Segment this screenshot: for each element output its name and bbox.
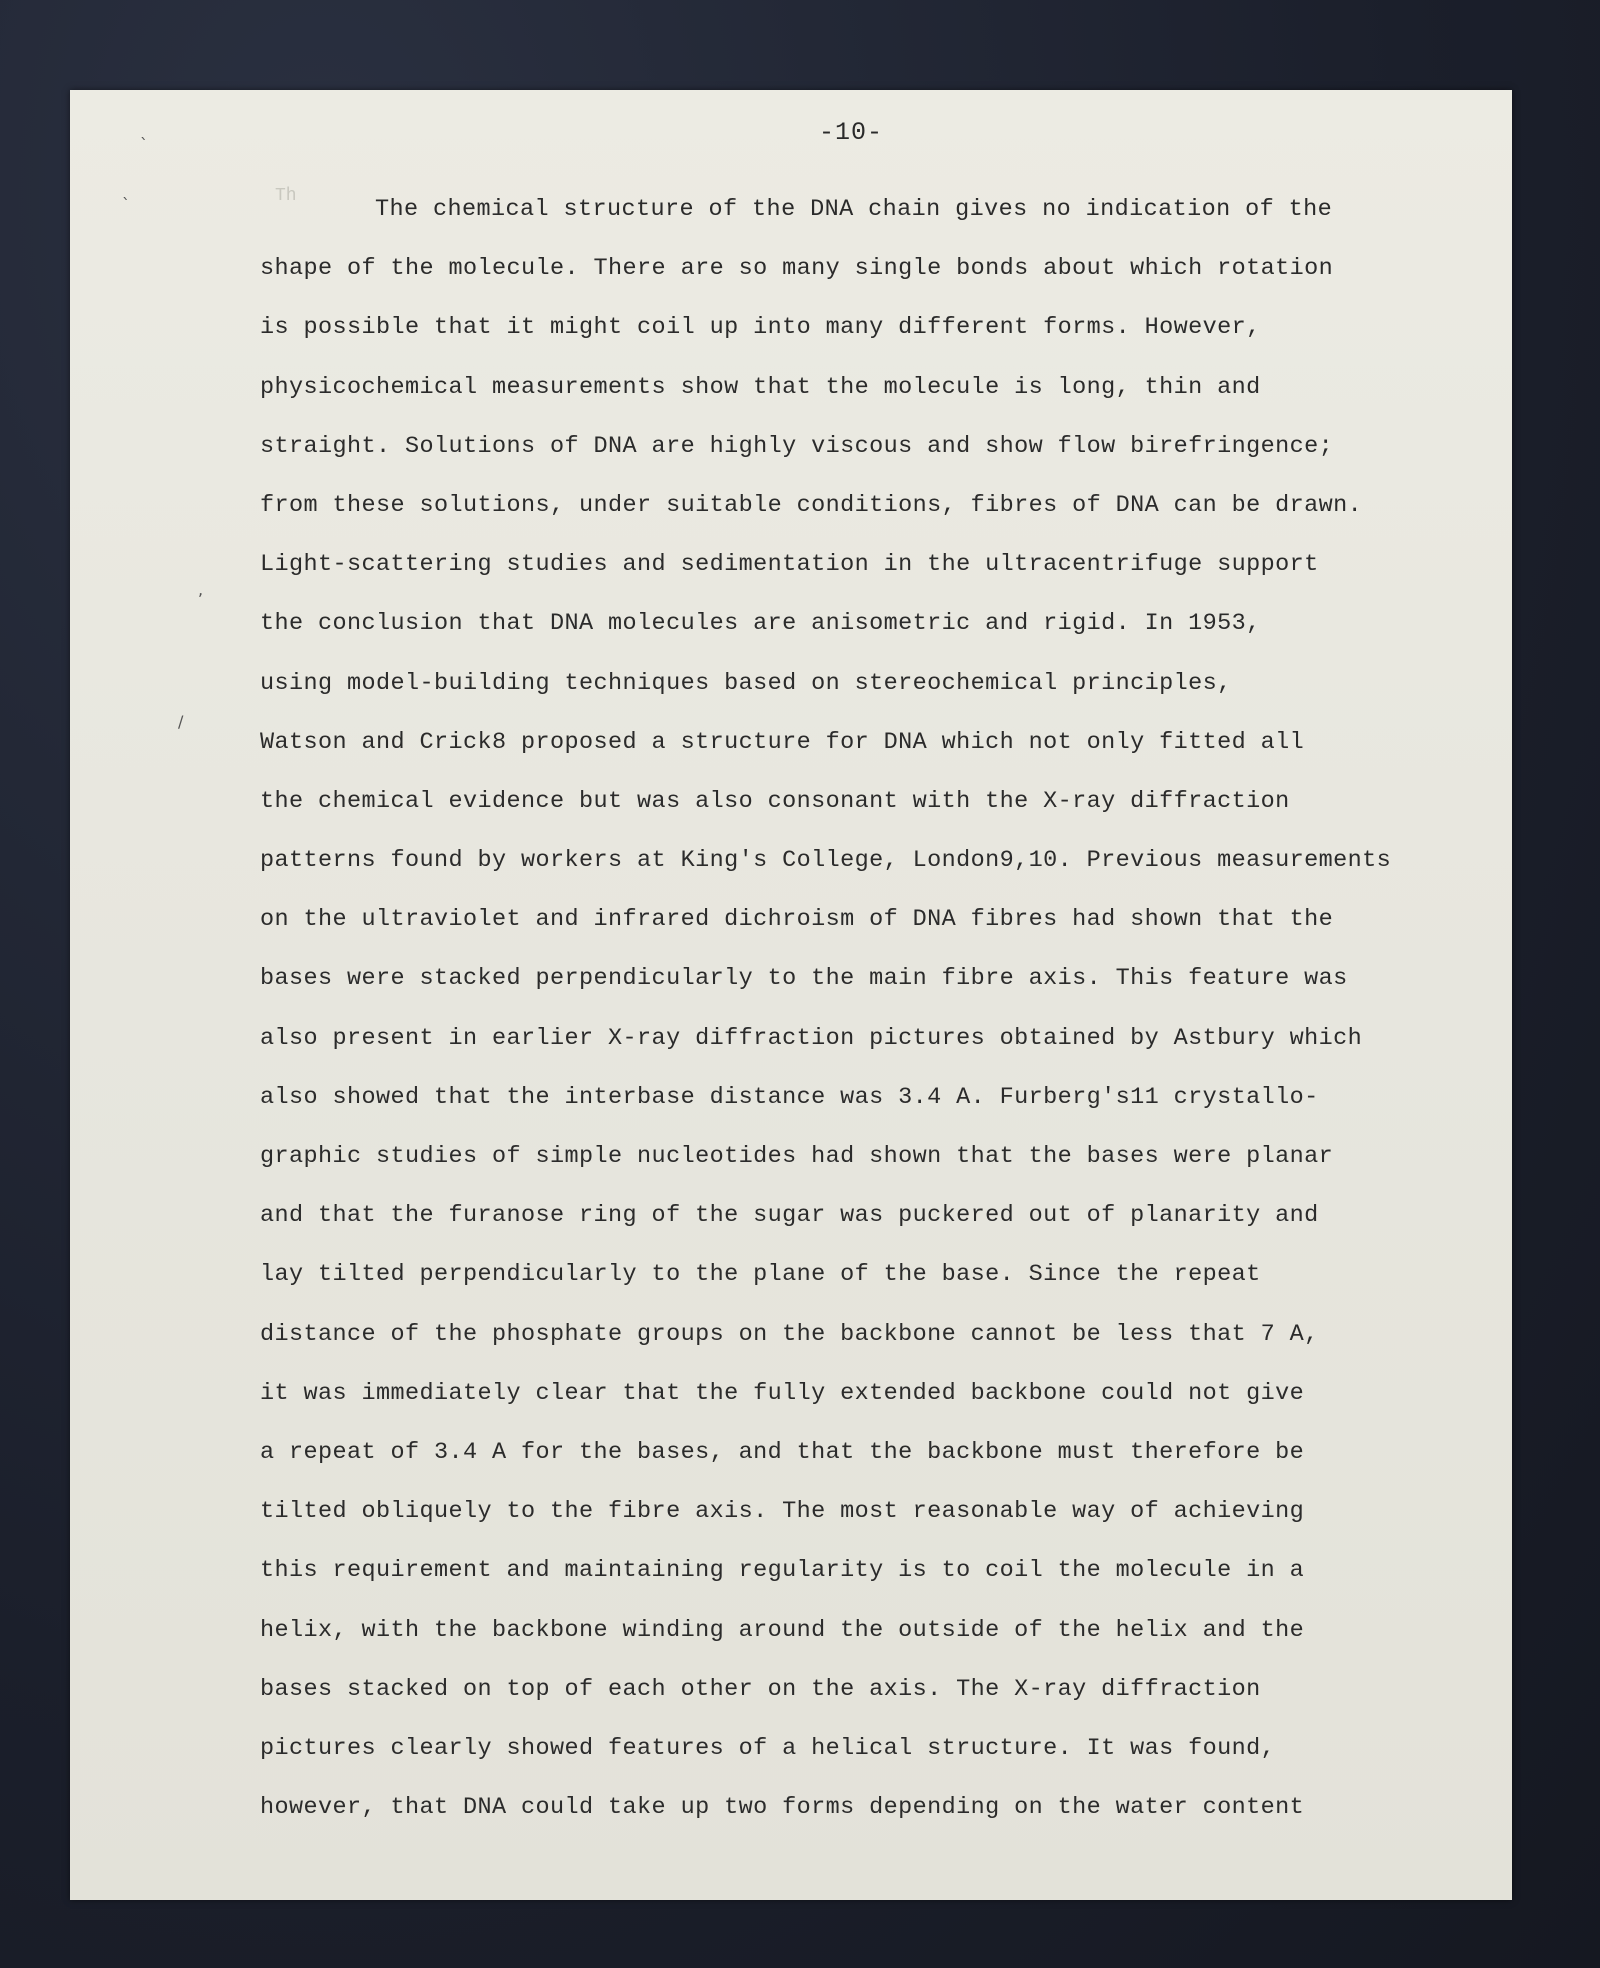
text-line: patterns found by workers at King's College, London9,10. Previous measurements bbox=[260, 847, 1392, 875]
text-line: graphic studies of simple nucleotides had shown that the bases were planar bbox=[260, 1143, 1334, 1170]
text-line: it was immediately clear that the fully extended backbone could not give bbox=[260, 1379, 1305, 1407]
text-line: is possible that it might coil up into many different forms. However, bbox=[260, 314, 1261, 342]
text-line: the chemical evidence but was also consonant with the X-ray diffraction bbox=[260, 787, 1290, 815]
text-line: and that the furanose ring of the sugar was puckered out of planarity and bbox=[260, 1202, 1319, 1230]
text-line: however, that DNA could take up two forms depending on the water content bbox=[260, 1794, 1305, 1822]
text-line: lay tilted perpendicularly to the plane of the base. Since the repeat bbox=[260, 1261, 1261, 1289]
text-line: pictures clearly showed features of a helical structure. It was found, bbox=[260, 1734, 1276, 1762]
text-line: this requirement and maintaining regularity is to coil the molecule in a bbox=[260, 1557, 1305, 1585]
margin-tick-mark: ` bbox=[140, 135, 148, 154]
text-line: also present in earlier X-ray diffraction pictures obtained by Astbury which bbox=[260, 1024, 1363, 1052]
text-line: on the ultraviolet and infrared dichroism of DNA fibres had shown that the bbox=[260, 906, 1334, 934]
text-line: bases stacked on top of each other on the axis. The X-ray diffraction bbox=[260, 1675, 1261, 1703]
text-line: tilted obliquely to the fibre axis. The most reasonable way of achieving bbox=[260, 1498, 1305, 1526]
text-line: shape of the molecule. There are so many single bonds about which rotation bbox=[260, 255, 1334, 283]
text-line: Watson and Crick8 proposed a structure for DNA which not only fitted all bbox=[260, 728, 1305, 756]
margin-tick-mark: , bbox=[198, 580, 204, 599]
text-line: helix, with the backbone winding around the outside of the helix and the bbox=[260, 1616, 1305, 1644]
text-line: bases were stacked perpendicularly to the main fibre axis. This feature was bbox=[260, 965, 1348, 993]
text-line: distance of the phosphate groups on the backbone cannot be less that 7 A, bbox=[260, 1320, 1319, 1348]
text-line: also showed that the interbase distance was 3.4 A. Furberg's11 crystallo- bbox=[260, 1083, 1319, 1111]
text-line: Light-scattering studies and sedimentation in the ultracentrifuge support bbox=[260, 551, 1319, 579]
text-line: using model-building techniques based on stereochemical principles, bbox=[260, 669, 1232, 697]
text-line: straight. Solutions of DNA are highly viscous and show flow birefringence; bbox=[260, 432, 1334, 460]
margin-tick-mark: ` bbox=[122, 195, 130, 214]
body-text bbox=[260, 180, 1490, 1837]
text-line: The chemical structure of the DNA chain gives no indication of the bbox=[375, 196, 1333, 223]
faint-strikeover: Th bbox=[275, 186, 297, 206]
typed-page bbox=[70, 90, 1512, 1900]
text-line: the conclusion that DNA molecules are anisometric and rigid. In 1953, bbox=[260, 610, 1261, 638]
margin-tick-mark: / bbox=[178, 712, 184, 731]
page-number: -10- bbox=[818, 118, 883, 147]
text-line: from these solutions, under suitable conditions, fibres of DNA can be drawn. bbox=[260, 491, 1363, 519]
text-line: physicochemical measurements show that the molecule is long, thin and bbox=[260, 373, 1261, 401]
text-line: a repeat of 3.4 A for the bases, and that the backbone must therefore be bbox=[260, 1438, 1305, 1466]
